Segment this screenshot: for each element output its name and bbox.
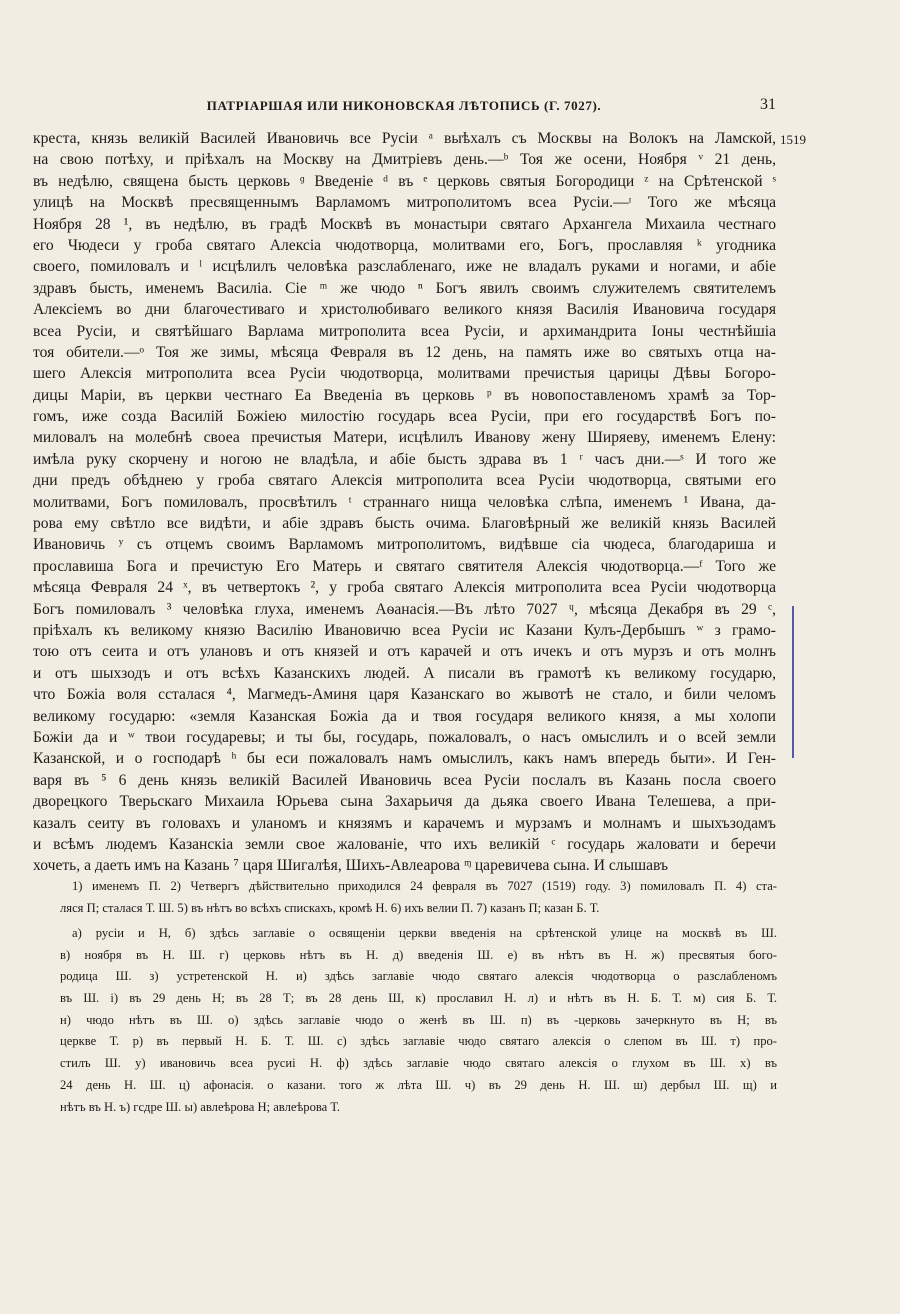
margin-year-note: 1519 [780, 132, 806, 147]
text-line: на свою потѣху, и пріѣхалъ на Москву на Дмитріевъ день.—ᵇ Тоя же осени, Ноября ᵛ 21 день, [33, 151, 776, 169]
footnote-line: въ Ш. і) въ 29 день Н; въ 28 Т; въ 28 день Ш, к) прославил Н. л) и нѣтъ въ Н. Б. Т. м) сия Б. Т. [60, 991, 777, 1006]
footnote-line: церкве Т. р) въ первый Н. Б. Т. Ш. с) здѣсь заглавіе чюдо святаго алексія о слепом въ Ш. т) про- [60, 1034, 777, 1049]
text-line: дни предъ обѣднею у гроба святаго Алексія митрополита всеа Русіи чюдотворца, святыми его [33, 472, 776, 490]
footnote-line: н) чюдо нѣтъ въ Ш. о) здѣсь заглавіе чюдо о женѣ въ Ш. п) въ -церковь зачеркнуто въ Н; въ [60, 1012, 777, 1027]
text-line: Божіи да и ʷ твои государевы; и ты бы, государь, пожаловалъ, о насъ омыслилъ и о всей земли [33, 728, 776, 746]
footnote-line: ляся П; сталася Т. Ш. 5) въ нѣтъ во всѣхъ спискахъ, кромѣ Н. 6) ихъ велии П. 7) казанъ П; казан Б. Т. [60, 900, 600, 915]
text-line: тою отъ сеита и отъ улановъ и отъ князей и отъ карачей и отъ ичекъ и отъ мурзъ и отъ молнъ [33, 643, 776, 661]
page-number: 31 [760, 96, 776, 113]
text-line: рова ему свѣтло все видѣти, и абіе здравъ бысть очима. Благовѣрный же великій князь Василей [33, 515, 776, 533]
footnote-line: 24 день Н. Ш. ц) афонасія. о казани. того ж лѣта Ш. ч) въ 29 день Н. Ш. ш) дербыл Ш. щ) и [60, 1077, 777, 1092]
text-line: Ноября 28 ¹, въ недѣлю, въ градѣ Москвѣ въ монастыри святаго Архангела Михаила честнаго [33, 215, 776, 233]
text-line: прославиша Бога и пречистую Его Матерь и святаго святителя Алексія чюдотворца.—ᶠ Того же [33, 557, 776, 575]
text-line: что Божіа воля ссталася ⁴, Магмедъ-Аминя царя Казанскаго во жывотѣ не стало, и били челомъ [33, 686, 776, 704]
footnote-line: нѣтъ въ Н. ъ) гсдре Ш. ы) авлеѣрова Н; авлеѣрова Т. [60, 1099, 340, 1114]
margin-pen-line [792, 606, 794, 758]
text-line: Казанской, и о господарѣ ʰ бы еси пожаловалъ намъ омыслилъ, какъ намъ впередь быти». И Ген- [33, 750, 776, 768]
text-line: здравъ бысть, именемъ Василіа. Сіе ᵐ же чюдо ⁿ Богъ явилъ своимъ служителемъ святителемъ [33, 279, 776, 297]
text-line: своего, помиловалъ и ˡ исцѣлилъ человѣка разслабленаго, иже не владалъ руками и ногами, и абіе [33, 258, 776, 276]
text-line: молитвами, Богъ помиловалъ, просвѣтилъ ᵗ страннаго нища человѣка слѣпа, именемъ ¹ Ивана, да- [33, 493, 776, 511]
text-line: шего Алексія митрополита всеа Русіи чюдотворца, молитвами пречистыя царицы Дѣвы Богоро- [33, 365, 776, 383]
text-line: Богъ помиловалъ ³ человѣка глуха, именемъ Аѳанасія.—Въ лѣто 7027 ᶣ, мѣсяца Декабря въ 29 ᶜ, [33, 600, 776, 618]
footnote-line: а) русіи и Н, б) здѣсь заглавіе о освященіи церкви введенія на срѣтенской улице на москвѣ въ Ш. [72, 926, 777, 940]
running-header: ПАТРІАРШАЯ ИЛИ НИКОНОВСКАЯ ЛѢТОПИСЬ (Г. 7027). [206, 98, 602, 113]
text-line: гомъ, иже созда Василій Божіею милостію государь всеа Русіи, при его государствѣ Богъ по- [33, 408, 776, 426]
text-line: Ивановичь ʸ съ отцемъ своимъ Варламомъ митрополитомъ, видѣвше сіа чюдеса, благодариша и [33, 536, 776, 554]
text-line: казалъ сеиту въ головахъ и уланомъ и князямъ и карачемъ и мурзамъ и молнамъ и шыхъзодамъ [33, 814, 776, 832]
text-line: его Чюдеси у гроба святаго Алексіа чюдотворца, молитвами его, Богъ, прославляя ᵏ угодника [33, 236, 776, 254]
text-line: и отъ шыхзодъ и отъ всѣхъ Казанскихъ людей. А писали въ грамотѣ къ великому государю, [33, 664, 776, 682]
text-line: хочеть, а даеть имъ на Казань ⁷ царя Шигалѣя, Шихъ-Авлеарова ᶬ царевичева сына. И слышавъ [33, 857, 669, 875]
footnote-line: в) ноября въ Н. Ш. г) церковь нѣтъ въ Н. д) введенія Ш. е) въ нѣтъ въ Н. ж) пресвятыя бого- [60, 947, 777, 962]
footnotes-numeric [60, 876, 777, 919]
chronicle-body-text [33, 128, 776, 877]
footnote-line: 1) именемъ П. 2) Четвергъ дѣйствительно приходился 24 февраля въ 7027 (1519) году. 3) помиловалъ П. 4) ста- [72, 879, 777, 893]
text-line: великому государю: «земля Казанская Божіа да и твоя государя великого князя, а мы холопи [33, 707, 776, 725]
text-line: варя въ ⁵ 6 день князь великій Василей Ивановичь всеа Русіи послалъ въ Казань посла своего [33, 771, 776, 789]
text-line: Алексіемъ во дни благочестиваго и христолюбиваго великого князя Василія Ивановича государя [33, 301, 776, 319]
text-line: всеа Русіи, и святѣйшаго Варлама митрополита всеа Русіи, и архимандрита Іоны честнѣйшіа [33, 322, 776, 340]
text-line: въ недѣлю, священа бысть церковь ᶢ Введеніе ᵈ въ ᵉ церковь святыя Богородици ᶻ на Срѣтенской ˢ [33, 172, 776, 190]
text-line: улицѣ на Москвѣ пресвященнымъ Варламомъ митрополитомъ всеа Русіи.—ᶦ Того же мѣсяца [33, 194, 776, 212]
footnote-line: стилъ Ш. у) ивановичь всеа русиі Н. ф) здѣсь заглавіе чюдо святаго алексія о глухом въ Ш. х) въ [60, 1056, 777, 1071]
text-line: пріѣхалъ къ великому князю Василію Ивановичю всеа Русіи ис Казани Кулъ-Дербышъ ʷ з грамо- [33, 621, 776, 639]
text-line: тоя обители.—ᵒ Тоя же зимы, мѣсяца Февраля въ 12 день, на память иже во святыхъ отца на- [33, 343, 776, 361]
text-line: и всѣмъ людемъ Казанскіа земли свое жалованіе, что ихъ великій ᶜ государь жаловати и беречи [33, 835, 776, 853]
text-line: дворецкого Тверьскаго Михаила Юрьева сына Захарьичя да дьяка своего Ивана Телешева, а при- [33, 793, 776, 811]
footnotes-variant-readings [60, 923, 777, 1118]
text-line: креста, князь великій Василей Ивановичь все Русіи ᵃ выѣхалъ съ Москвы на Волокъ на Ламской, [33, 130, 776, 147]
text-line: дицы Маріи, въ церкви честнаго Еа Введеніа въ церковь ᵖ въ новопоставленомъ храмѣ за Тор- [33, 386, 776, 404]
text-line: имѣла руку скорчену и ногою не владѣла, и абіе бысть здрава въ 1 ʳ часъ дни.—ˢ И того же [33, 450, 776, 468]
footnote-line: родица Ш. з) устретенской Н. и) здѣсь заглавіе чюдо святаго алексія чюдотворца о разслабленомъ [60, 969, 777, 984]
text-line: миловалъ на молебнѣ своеа пречистыя Матери, исцѣлилъ Иванову жену Ширяеву, именемъ Елену: [33, 429, 776, 447]
text-line: мѣсяца Февраля 24 ˣ, въ четвертокъ ², у гроба святаго Алексія митрополита всеа Русіи чюдотворца [33, 579, 776, 597]
